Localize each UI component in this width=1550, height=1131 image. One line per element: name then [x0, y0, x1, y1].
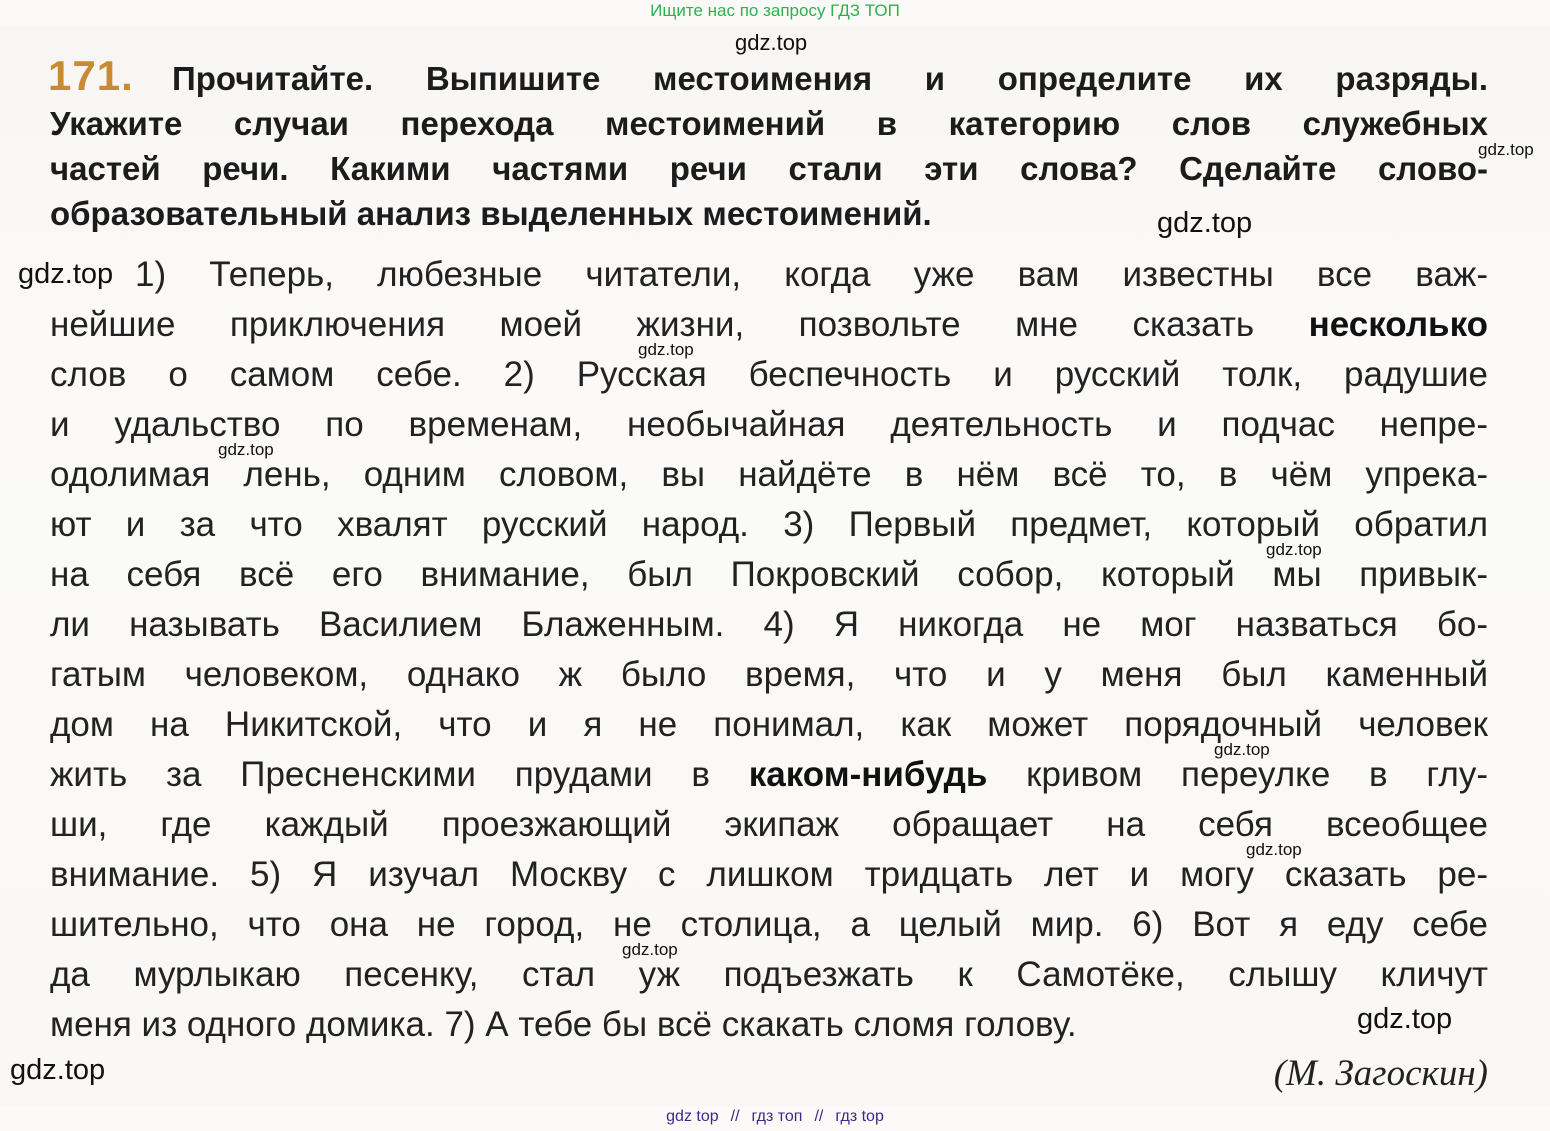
text-line-3: слов о самом себе. 2) Русская беспечность и русский толк, радушие	[50, 355, 1488, 394]
link-separator: //	[730, 1108, 740, 1125]
link-gdz-top[interactable]: gdz top	[666, 1108, 719, 1125]
text-line-11: жить за Пресненскими прудами в каком-нибудь кривом переулке в глу-	[50, 755, 1488, 794]
text-line-14: шительно, что она не город, не столица, а целый мир. 6) Вот я еду себе	[50, 905, 1488, 944]
watermark: gdz.top	[1478, 140, 1534, 159]
task-line-2: Укажите случаи перехода местоимений в категорию слов служебных	[50, 105, 1488, 142]
exercise-number: 171.	[48, 52, 134, 99]
text-line-8: ли называть Василием Блаженным. 4) Я никогда не мог назваться бо-	[50, 605, 1488, 644]
text-line-4: и удальство по временам, необычайная деятельность и подчас непре-	[50, 405, 1488, 444]
text-line-2: нейшие приключения моей жизни, позвольте мне сказать несколько	[50, 305, 1488, 344]
author-attribution: (М. Загоскин)	[1273, 1053, 1488, 1094]
highlighted-pronoun: несколько	[1308, 305, 1488, 344]
text-line-13: внимание. 5) Я изучал Москву с лишком тридцать лет и могу сказать ре-	[50, 855, 1488, 894]
watermark: gdz.top	[1214, 740, 1270, 759]
link-gdz-top-ru[interactable]: гдз топ	[751, 1108, 803, 1125]
text-line-10: дом на Никитской, что и я не понимал, как может порядочный человек	[50, 705, 1488, 744]
watermark: gdz.top	[1246, 840, 1302, 859]
text-line-5: одолимая лень, одним словом, вы найдёте в нём всё то, в чём упрека-	[50, 455, 1488, 494]
watermark: gdz.top	[1266, 540, 1322, 559]
text-line-12: ши, где каждый проезжающий экипаж обращает на себя всеобщее	[50, 805, 1488, 844]
watermark: gdz.top	[10, 1054, 106, 1086]
text-line-9: гатым человеком, однако ж было время, что и у меня был каменный	[50, 655, 1488, 694]
watermark: gdz.top	[18, 258, 114, 290]
watermark: gdz.top	[1357, 1003, 1453, 1035]
text-line-15: да мурлыкаю песенку, стал уж подъезжать к Самотёке, слышу кличут	[50, 955, 1488, 994]
watermark: gdz.top	[1157, 207, 1253, 239]
top-banner[interactable]: Ищите нас по запросу ГДЗ ТОП	[650, 1, 900, 20]
bottom-links	[0, 1106, 1550, 1128]
task-line-1: Прочитайте. Выпишите местоимения и определите их разряды.	[172, 60, 1488, 97]
task-line-3: частей речи. Какими частями речи стали эти слова? Сделайте слово-	[50, 150, 1488, 187]
watermark: gdz.top	[622, 940, 678, 959]
highlighted-pronoun: каком-нибудь	[748, 755, 988, 794]
text-line-6: ют и за что хвалят русский народ. 3) Первый предмет, который обратил	[50, 505, 1488, 544]
task-line-4: образовательный анализ выделенных местоимений.	[50, 195, 932, 232]
link-separator: //	[814, 1108, 824, 1125]
text-line-1: 1) Теперь, любезные читатели, когда уже вам известны все важ-	[135, 255, 1488, 294]
text-line-16: меня из одного домика. 7) А тебе бы всё скакать сломя голову.	[50, 1005, 1077, 1044]
watermark: gdz.top	[638, 340, 694, 359]
watermark: gdz.top	[218, 440, 274, 459]
text-line-7: на себя всё его внимание, был Покровский собор, который мы привык-	[50, 555, 1488, 594]
watermark: gdz.top	[735, 30, 808, 55]
link-gdz-top-mixed[interactable]: гдз top	[835, 1108, 884, 1125]
